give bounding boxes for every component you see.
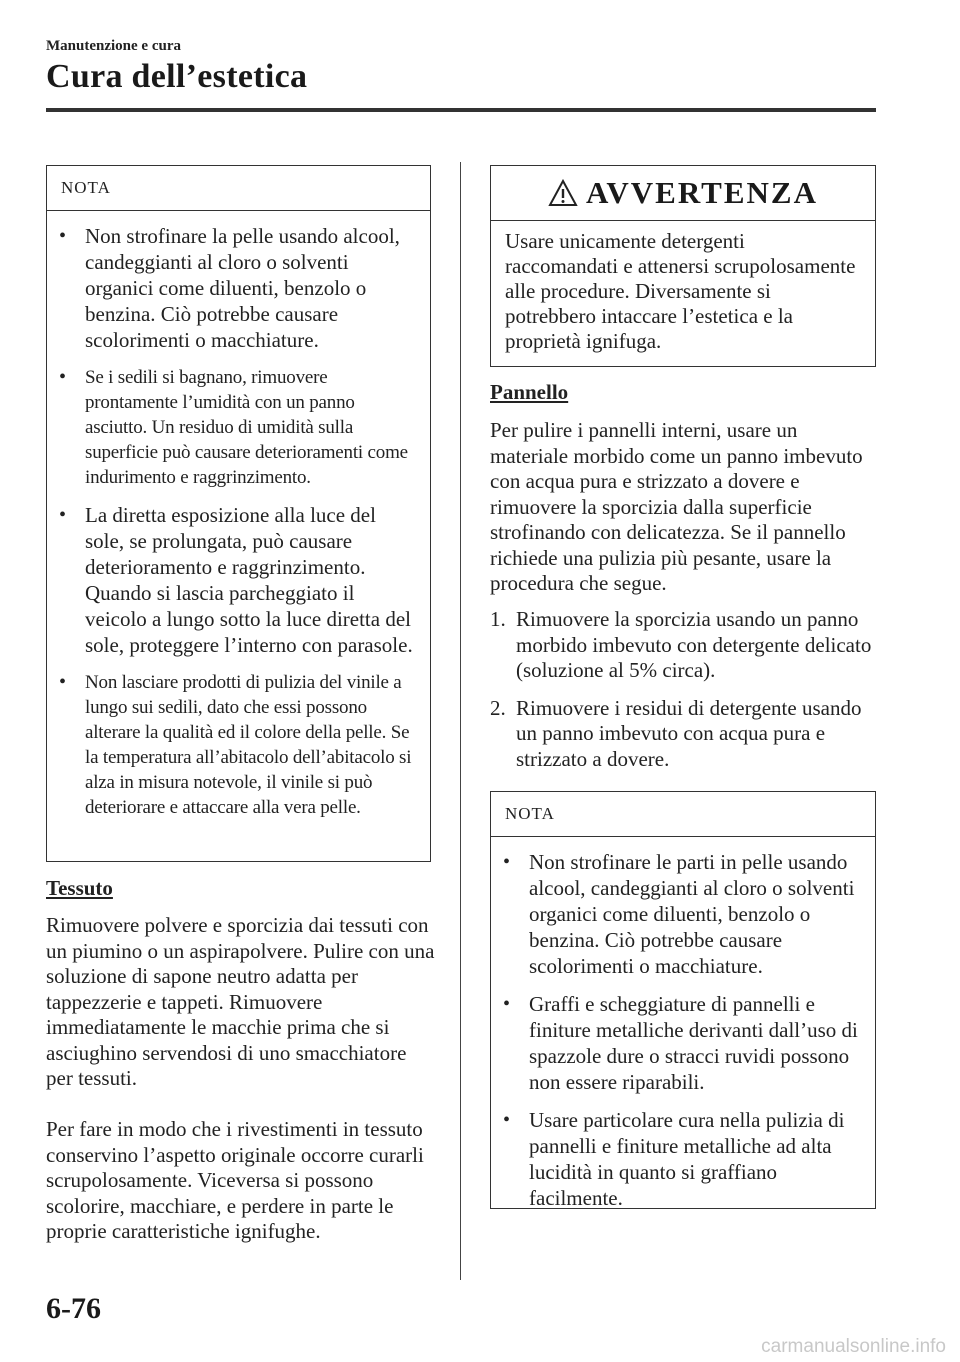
step-number: 2. [490,695,506,720]
note-list [491,837,875,1231]
note-box-left [46,165,431,862]
note-item [59,502,416,658]
warning-text: Usare unicamente detergenti raccomandati e attenersi scrupolosamente alle procedure. Diversamente si potrebbero intaccare l’estetica e la proprietà ignifuga. [505,229,856,353]
note-item-text: Non strofinare le parti in pelle usando alcool, candeggianti al cloro o solventi organici come diluenti, benzolo o benzina. Ciò potrebbe causare scolorimenti o macchiature. [529,850,855,978]
step-text: Rimuovere la sporcizia usando un panno morbido imbevuto con detergente delicato (soluzione al 5% circa). [516,607,872,682]
page-title: Cura dell’estetica [46,58,308,95]
tessuto-paragraph-2: Per fare in modo che i rivestimenti in tessuto conservino l’aspetto originale occorre curarli scrupolosamente. Viceversa si possono scolorire, macchiare, e perdere in parte le proprie caratteristiche ignifughe. [46,1117,424,1243]
warning-title: AVVERTENZA [586,175,818,210]
note-item-text: Non strofinare la pelle usando alcool, candeggianti al cloro o solventi organici come diluenti, benzolo o benzina. Ciò potrebbe causare scolorimenti o macchiature. [85,224,400,352]
title-rule [46,108,876,112]
section-label: Manutenzione e cura [46,38,181,54]
note-label: NOTA [491,792,875,837]
warning-box [490,165,876,367]
step-number: 1. [490,607,506,631]
note-item [503,849,861,979]
pannello-steps [490,607,878,784]
note-list [47,211,430,840]
bullet-icon: • [503,851,511,873]
warning-icon [548,179,578,207]
note-label: NOTA [47,166,430,211]
note-item-text: Usare particolare cura nella pulizia di pannelli e finiture metalliche ad alta lucidità in quanto si graffiano facilmente. [529,1108,845,1210]
note-box-right [490,791,876,1209]
bullet-icon: • [59,225,67,247]
note-item [59,670,416,820]
step-text: Rimuovere i residui di detergente usando un panno imbevuto con acqua pura e strizzato a dovere. [516,695,862,771]
step-item [490,607,878,684]
note-item-text: Graffi e scheggiature di pannelli e finiture metalliche derivanti dall’uso di spazzole dure o stracci ruvidi possono non essere riparabili. [529,992,858,1094]
bullet-icon: • [59,366,66,388]
tessuto-paragraph-1: Rimuovere polvere e sporcizia dai tessuti con un piumino o un aspirapolvere. Pulire con una soluzione di sapone neutro adatta per tappezzerie e tappeti. Rimuovere immediatamente le macchie prima che si asciughino servendosi di uno smacchiatore per tessuti. [46,913,435,1090]
note-item [503,991,861,1095]
step-item [490,696,878,773]
bullet-icon: • [503,1109,511,1131]
note-item-text: Non lasciare prodotti di pulizia del vinile a lungo sui sedili, dato che essi possono alterare la qualità ed il colore della pelle. Se la temperatura all’abitacolo dell’abitacolo si alza in misura notevole, il vinile si può deteriorare e attaccare alla vera pelle. [85,672,412,818]
bullet-icon: • [503,993,511,1015]
note-item-text: La diretta esposizione alla luce del sole, se prolungata, può causare deterioramento e raggrinzimento. Quando si lascia parcheggiato il veicolo a lungo sotto la luce diretta del sole, proteggere l’interno con parasole. [85,503,413,657]
page-number: 6-76 [46,1292,101,1325]
column-divider [460,162,461,1280]
note-item-text: Se i sedili si bagnano, rimuovere prontamente l’umidità con un panno asciutto. Un residuo di umidità sulla superficie può causare deterioramenti come indurimento e raggrinzimento. [85,367,408,488]
note-item [59,223,416,353]
watermark: carmanualsonline.info [761,1336,946,1357]
pannello-heading: Pannello [490,380,569,404]
warning-header [491,166,875,221]
pannello-paragraph: Per pulire i pannelli interni, usare un materiale morbido come un panno imbevuto con acqua pura e strizzato a dovere e rimuovere la sporcizia dalla superficie strofinando con delicatezza. Se il pannello richiede una pulizia più pesante, usare la procedura che segue. [490,418,863,595]
bullet-icon: • [59,671,66,693]
note-item [59,365,416,490]
tessuto-heading: Tessuto [46,876,113,900]
bullet-icon: • [59,504,67,526]
note-item [503,1107,861,1211]
